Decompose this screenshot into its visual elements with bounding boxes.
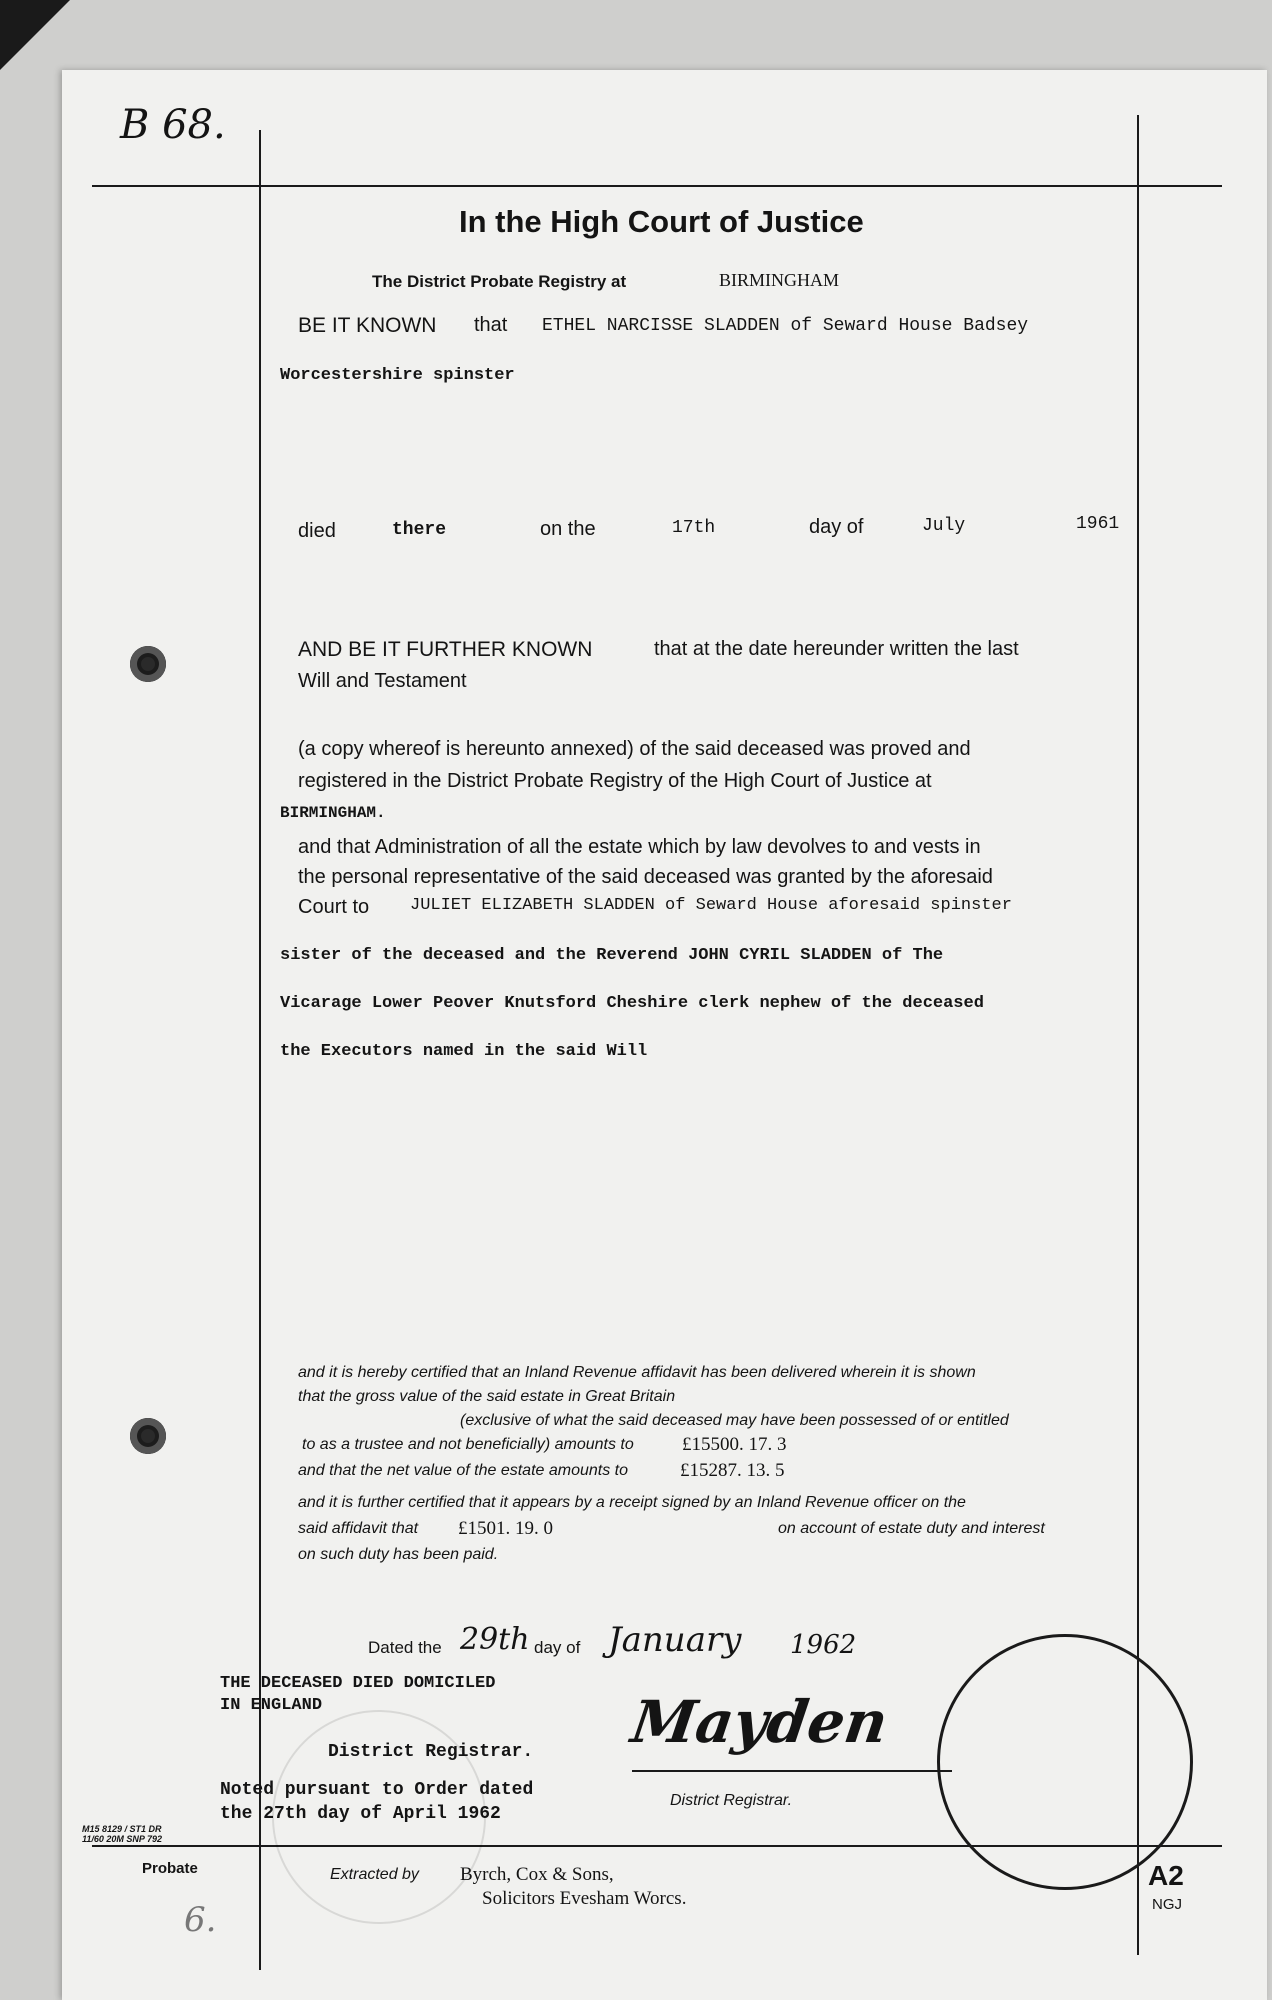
- will-line: Will and Testament: [298, 670, 467, 692]
- extracted-label: Extracted by: [330, 1866, 419, 1883]
- top-rule: [92, 185, 1222, 187]
- further-cert-line: and it is further certified that it appears by a receipt signed by an Inland Revenue officer on the: [298, 1494, 966, 1511]
- net-value: £15287. 13. 5: [680, 1460, 785, 1481]
- died-label: died: [298, 520, 336, 542]
- copy-line-1: (a copy whereof is hereunto annexed) of the said deceased was proved and: [298, 738, 971, 760]
- duty-line-3: on such duty has been paid.: [298, 1546, 499, 1563]
- cert-line-2: that the gross value of the said estate in Great Britain: [298, 1388, 676, 1405]
- deceased-line-1: ETHEL NARCISSE SLADDEN of Seward House Badsey: [542, 316, 1029, 336]
- cert-line-3: (exclusive of what the said deceased may have been possessed of or entitled: [460, 1412, 1009, 1429]
- cert-line-4: to as a trustee and not beneficially) amounts to: [302, 1436, 634, 1453]
- admin-line-1: and that Administration of all the estate which by law devolves to and vests in: [298, 836, 981, 858]
- punch-hole-upper: [130, 646, 166, 682]
- district-registrar-printed: District Registrar.: [670, 1792, 793, 1809]
- seal-circle: [937, 1634, 1193, 1890]
- gross-value: £15500. 17. 3: [682, 1434, 787, 1455]
- be-it-known-label: BE IT KNOWN: [298, 314, 437, 337]
- print-code-1: M15 8129 / ST1 DR: [82, 1824, 162, 1834]
- dated-year: 1962: [790, 1630, 857, 1660]
- signature-underline: [632, 1770, 952, 1772]
- dated-day-of: day of: [534, 1638, 581, 1657]
- margin-note: B 68.: [120, 102, 226, 148]
- that-label: that: [474, 314, 508, 336]
- page-corner-shadow: [0, 0, 70, 70]
- dated-label: Dated the: [368, 1638, 442, 1657]
- deceased-line-2: Worcestershire spinster: [280, 366, 515, 385]
- form-code: A2: [1148, 1860, 1184, 1891]
- registry-label: The District Probate Registry at: [372, 272, 627, 291]
- domicile-line-2: IN ENGLAND: [220, 1696, 323, 1715]
- affidavit-label: said affidavit that: [298, 1520, 419, 1537]
- dated-day: 29th: [460, 1622, 530, 1657]
- on-the-label: on the: [540, 518, 596, 540]
- copy-place: BIRMINGHAM.: [280, 804, 386, 822]
- noted-line-1: Noted pursuant to Order dated: [220, 1780, 534, 1800]
- noted-line-2: the 27th day of April 1962: [220, 1804, 501, 1824]
- duty-rest: on account of estate duty and interest: [778, 1520, 1045, 1537]
- executors-line-2: sister of the deceased and the Reverend JOHN CYRIL SLADDEN of The: [280, 946, 944, 965]
- copy-line-2: registered in the District Probate Registry of the High Court of Justice at: [298, 770, 932, 792]
- solicitor-line-1: Byrch, Cox & Sons,: [460, 1864, 614, 1885]
- page-title: In the High Court of Justice: [459, 204, 864, 239]
- registry-place: BIRMINGHAM: [719, 270, 840, 290]
- further-known-rest: that at the date hereunder written the last: [654, 638, 1019, 660]
- death-month: July: [922, 516, 966, 536]
- death-day: 17th: [672, 518, 716, 538]
- form-sub-code: NGJ: [1152, 1896, 1182, 1913]
- duty-value: £1501. 19. 0: [458, 1518, 553, 1539]
- death-year: 1961: [1076, 514, 1120, 534]
- punch-hole-lower: [130, 1418, 166, 1454]
- court-to-label: Court to: [298, 896, 370, 918]
- dated-month: January: [608, 1620, 742, 1660]
- executors-line-4: the Executors named in the said Will: [280, 1042, 648, 1061]
- admin-line-2: the personal representative of the said deceased was granted by the aforesaid: [298, 866, 993, 888]
- died-place: there: [392, 520, 447, 540]
- cert-line-1: and it is hereby certified that an Inland Revenue affidavit has been delivered wherein it is shown: [298, 1364, 976, 1381]
- pencil-mark: 6.: [184, 1900, 217, 1940]
- solicitor-line-2: Solicitors Evesham Worcs.: [482, 1888, 687, 1909]
- further-known-label: AND BE IT FURTHER KNOWN: [298, 638, 593, 661]
- district-registrar-typed: District Registrar.: [328, 1742, 534, 1762]
- executors-line-3: Vicarage Lower Peover Knutsford Cheshire clerk nephew of the deceased: [280, 994, 984, 1013]
- left-margin-rule: [259, 130, 261, 1970]
- domicile-line-1: THE DECEASED DIED DOMICILED: [220, 1674, 496, 1693]
- probate-document: [62, 70, 1267, 2000]
- print-code-2: 11/60 20M SNP 792: [82, 1834, 163, 1844]
- probate-label: Probate: [142, 1860, 198, 1877]
- day-of-label: day of: [809, 516, 864, 538]
- net-label: and that the net value of the estate amounts to: [298, 1462, 629, 1479]
- executors-line-1: JULIET ELIZABETH SLADDEN of Seward House aforesaid spinster: [410, 896, 1012, 915]
- registrar-signature: Mayden: [627, 1688, 892, 1756]
